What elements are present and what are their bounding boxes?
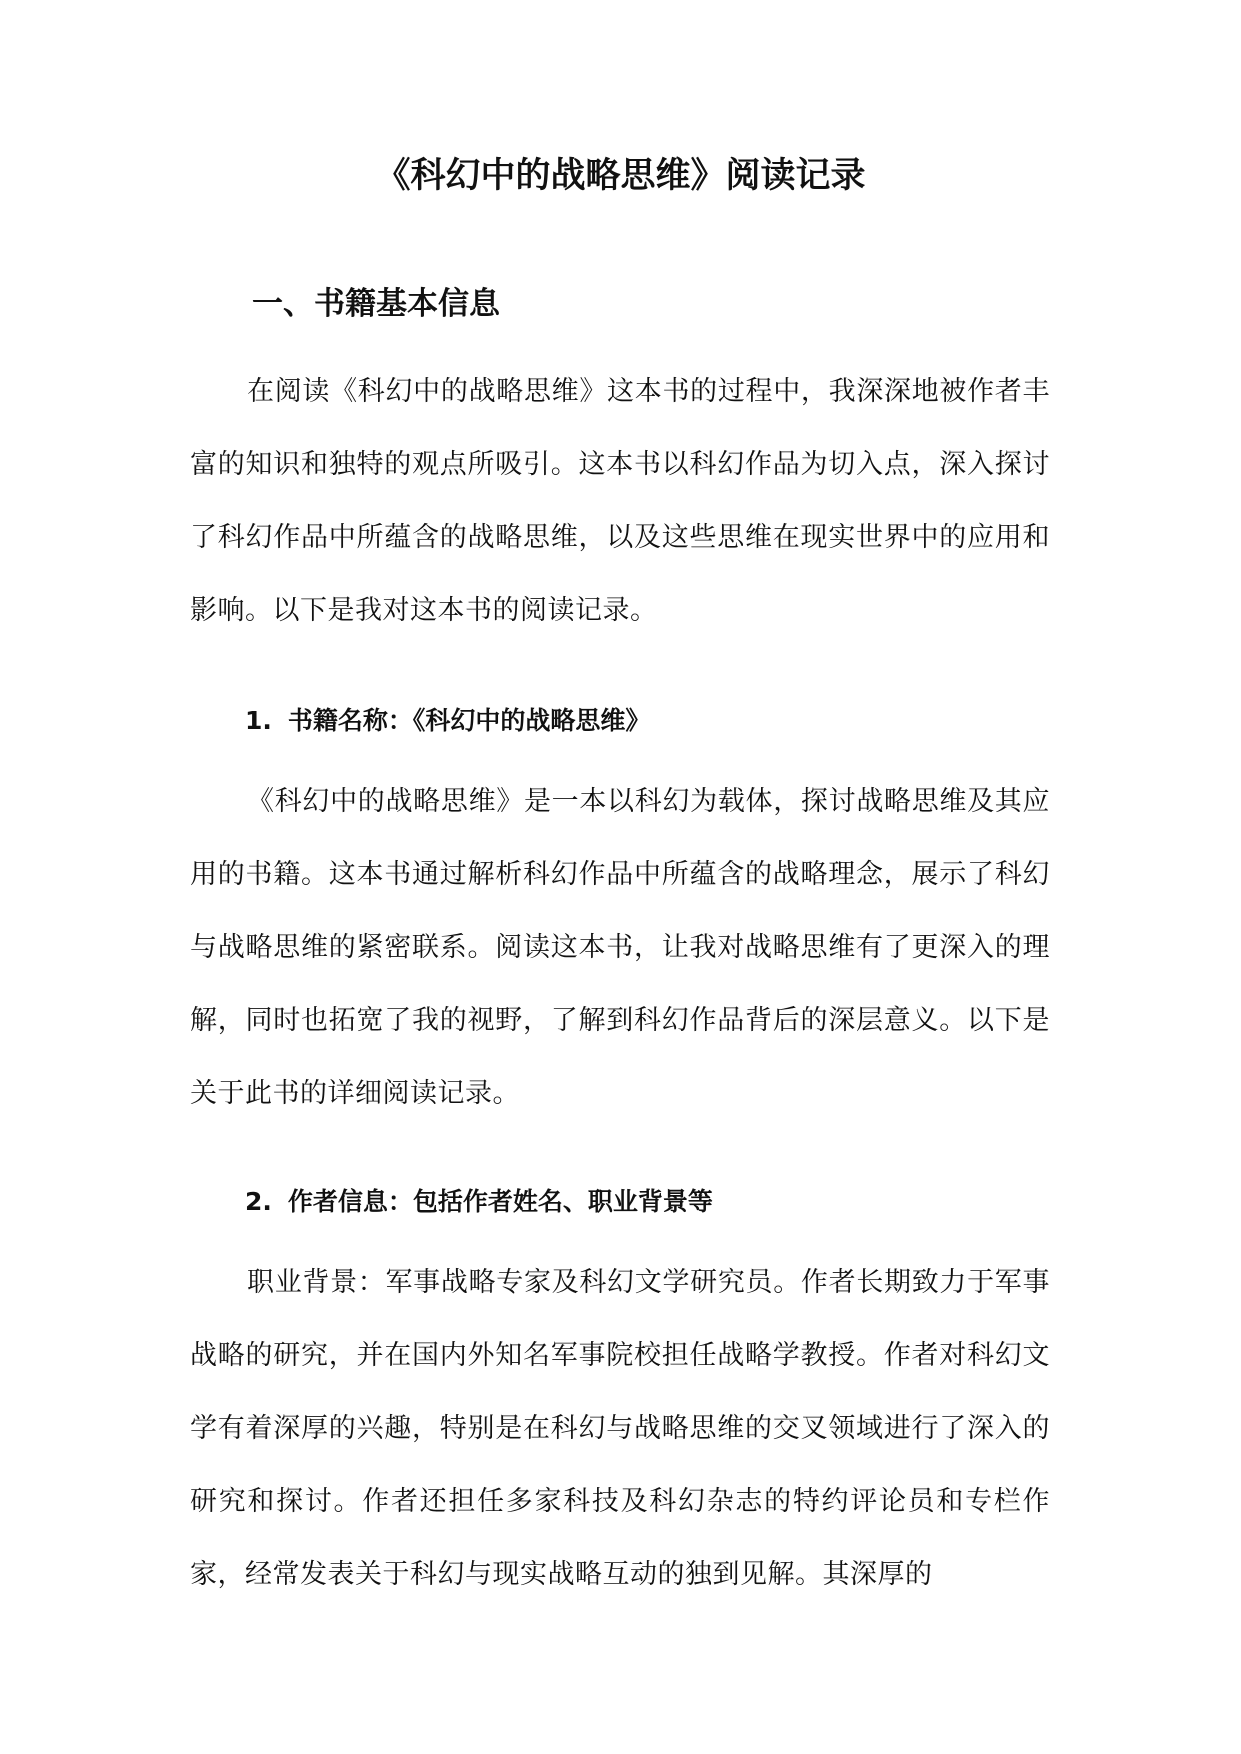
subheading-text: 作者信息：包括作者姓名、职业背景等 [287, 1187, 713, 1216]
book-name-paragraph: 《科幻中的战略思维》是一本以科幻为载体，探讨战略思维及其应用的书籍。这本书通过解析科幻作品中所蕴含的战略理念，展示了科幻与战略思维的紧密联系。阅读这本书，让我对战略思维有了更深入的理解，同时也拓宽了我的视野，了解到科幻作品背后的深层意义。以下是关于此书的详细阅读记录。 [190, 786, 1050, 1109]
document-title: 《科幻中的战略思维》阅读记录 [375, 156, 866, 196]
subheading-book-name [245, 701, 650, 741]
author-info-paragraph: 职业背景：军事战略专家及科幻文学研究员。作者长期致力于军事战略的研究，并在国内外知名军事院校担任战略学教授。作者对科幻文学有着深厚的兴趣，特别是在科幻与战略思维的交叉领域进行了深入的研究和探讨。作者还担任多家科技及科幻杂志的特约评论员和专栏作家，经常发表关于科幻与现实战略互动的独到见解。其深厚的 [190, 1267, 1050, 1590]
section-heading-basic-info: 一、书籍基本信息 [252, 286, 500, 322]
subheading-text: 书籍名称：《科幻中的战略思维》 [287, 706, 651, 735]
intro-paragraph: 在阅读《科幻中的战略思维》这本书的过程中，我深深地被作者丰富的知识和独特的观点所吸引。这本书以科幻作品为切入点，深入探讨了科幻作品中所蕴含的战略思维，以及这些思维在现实世界中的应用和影响。以下是我对这本书的阅读记录。 [190, 376, 1050, 626]
subheading-author-info [245, 1182, 713, 1222]
subheading-number: 2. [245, 1187, 272, 1216]
subheading-number: 1. [245, 706, 272, 735]
